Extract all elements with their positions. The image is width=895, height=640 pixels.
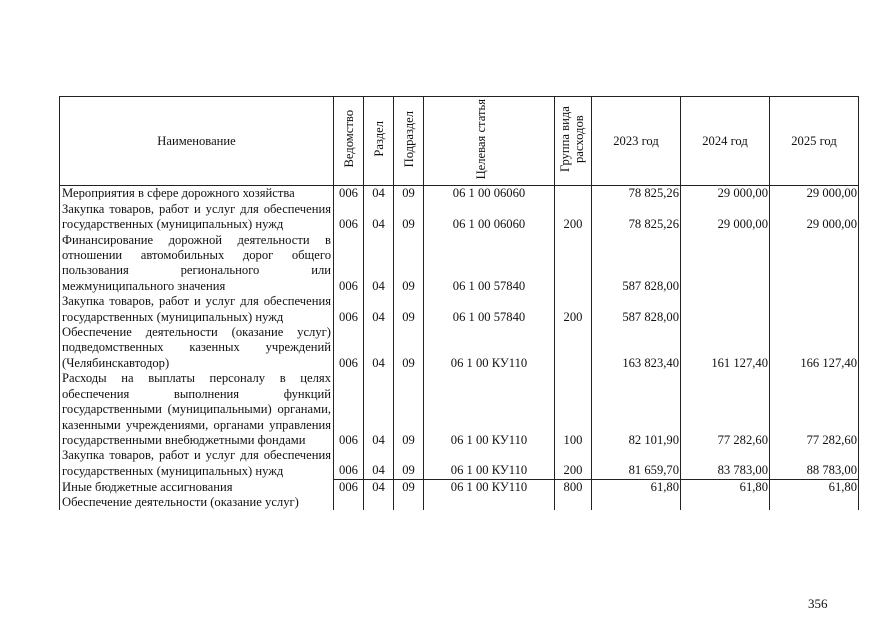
- table-row: [60, 202, 859, 233]
- header-2023: 2023 год: [592, 97, 681, 186]
- row-2025: 29 000,00: [770, 186, 859, 202]
- row-dept: 006: [334, 325, 364, 371]
- row-2024: [681, 495, 770, 510]
- row-target: 06 1 00 КУ110: [424, 448, 555, 479]
- row-2025: [770, 294, 859, 325]
- table-row: [60, 479, 859, 495]
- row-subsection: 09: [394, 325, 424, 371]
- table-row: [60, 448, 859, 479]
- row-dept: 006: [334, 186, 364, 202]
- row-dept: 006: [334, 294, 364, 325]
- row-2023: [592, 495, 681, 510]
- row-section: 04: [364, 371, 394, 448]
- row-2025: [770, 495, 859, 510]
- header-2025: 2025 год: [770, 97, 859, 186]
- table-row: [60, 233, 859, 295]
- row-section: 04: [364, 202, 394, 233]
- row-group: 200: [555, 202, 592, 233]
- row-name: Финансирование дорожной деятельности в отношении автомобильных дорог общего пользования регионального или межмуниципального значения: [60, 233, 334, 295]
- row-section: [364, 495, 394, 510]
- budget-table-container: [59, 96, 857, 586]
- row-2024: 83 783,00: [681, 448, 770, 479]
- row-target: [424, 495, 555, 510]
- table-header-row: [60, 97, 859, 186]
- header-2024: 2024 год: [681, 97, 770, 186]
- row-2025: 29 000,00: [770, 202, 859, 233]
- row-2024: 77 282,60: [681, 371, 770, 448]
- row-group: [555, 186, 592, 202]
- row-section: 04: [364, 186, 394, 202]
- row-2025: 61,80: [770, 479, 859, 495]
- row-group: 100: [555, 371, 592, 448]
- row-name: Закупка товаров, работ и услуг для обеспечения государственных (муниципальных) нужд: [60, 448, 334, 479]
- row-subsection: 09: [394, 371, 424, 448]
- row-2023: 78 825,26: [592, 202, 681, 233]
- row-2025: [770, 233, 859, 295]
- row-section: 04: [364, 294, 394, 325]
- header-target-article: Целевая статья: [424, 97, 555, 186]
- row-2023: 587 828,00: [592, 294, 681, 325]
- row-2024: 61,80: [681, 479, 770, 495]
- row-group: [555, 325, 592, 371]
- row-dept: 006: [334, 202, 364, 233]
- row-2025: 77 282,60: [770, 371, 859, 448]
- page-number: 356: [808, 596, 828, 611]
- row-name: Иные бюджетные ассигнования: [60, 479, 334, 495]
- row-group: 200: [555, 448, 592, 479]
- row-2025: 166 127,40: [770, 325, 859, 371]
- row-subsection: [394, 495, 424, 510]
- row-section: 04: [364, 233, 394, 295]
- row-subsection: 09: [394, 479, 424, 495]
- row-section: 04: [364, 325, 394, 371]
- row-target: 06 1 00 КУ110: [424, 371, 555, 448]
- row-target: 06 1 00 57840: [424, 233, 555, 295]
- row-dept: [334, 495, 364, 510]
- row-target: 06 1 00 06060: [424, 186, 555, 202]
- table-row: [60, 294, 859, 325]
- row-group: 200: [555, 294, 592, 325]
- row-dept: 006: [334, 371, 364, 448]
- row-subsection: 09: [394, 202, 424, 233]
- header-dept: Ведомство: [334, 97, 364, 186]
- row-2023: 163 823,40: [592, 325, 681, 371]
- row-dept: 006: [334, 479, 364, 495]
- row-target: 06 1 00 КУ110: [424, 479, 555, 495]
- row-2024: 161 127,40: [681, 325, 770, 371]
- row-group: 800: [555, 479, 592, 495]
- header-section: Раздел: [364, 97, 394, 186]
- table-row: [60, 186, 859, 202]
- row-name: Закупка товаров, работ и услуг для обеспечения государственных (муниципальных) нужд: [60, 294, 334, 325]
- header-expense-group: Группа вида расходов: [555, 97, 592, 186]
- row-group: [555, 495, 592, 510]
- row-target: 06 1 00 КУ110: [424, 325, 555, 371]
- row-2025: 88 783,00: [770, 448, 859, 479]
- row-subsection: 09: [394, 448, 424, 479]
- header-name: Наименование: [60, 97, 334, 186]
- row-section: 04: [364, 479, 394, 495]
- row-2023: 82 101,90: [592, 371, 681, 448]
- row-section: 04: [364, 448, 394, 479]
- row-target: 06 1 00 57840: [424, 294, 555, 325]
- row-target: 06 1 00 06060: [424, 202, 555, 233]
- row-2024: [681, 233, 770, 295]
- row-2023: 78 825,26: [592, 186, 681, 202]
- row-subsection: 09: [394, 294, 424, 325]
- row-name: Обеспечение деятельности (оказание услуг) подведомственных казенных учреждений (Челябинскавтодор): [60, 325, 334, 371]
- budget-table: [59, 96, 859, 510]
- table-row: [60, 371, 859, 448]
- row-subsection: 09: [394, 233, 424, 295]
- row-2024: [681, 294, 770, 325]
- row-group: [555, 233, 592, 295]
- table-row: [60, 325, 859, 371]
- row-2023: 81 659,70: [592, 448, 681, 479]
- row-2023: 587 828,00: [592, 233, 681, 295]
- row-dept: 006: [334, 233, 364, 295]
- row-name: Расходы на выплаты персоналу в целях обеспечения выполнения функций государственными (муниципальными) органами, казенными учреждениями, органами управления государственными внебюджетными фондами: [60, 371, 334, 448]
- row-2024: 29 000,00: [681, 186, 770, 202]
- row-dept: 006: [334, 448, 364, 479]
- row-subsection: 09: [394, 186, 424, 202]
- table-row: [60, 495, 859, 510]
- row-name: Мероприятия в сфере дорожного хозяйства: [60, 186, 334, 202]
- row-name: Закупка товаров, работ и услуг для обеспечения государственных (муниципальных) нужд: [60, 202, 334, 233]
- row-name: Обеспечение деятельности (оказание услуг): [60, 495, 334, 510]
- header-subsection: Подраздел: [394, 97, 424, 186]
- row-2024: 29 000,00: [681, 202, 770, 233]
- row-2023: 61,80: [592, 479, 681, 495]
